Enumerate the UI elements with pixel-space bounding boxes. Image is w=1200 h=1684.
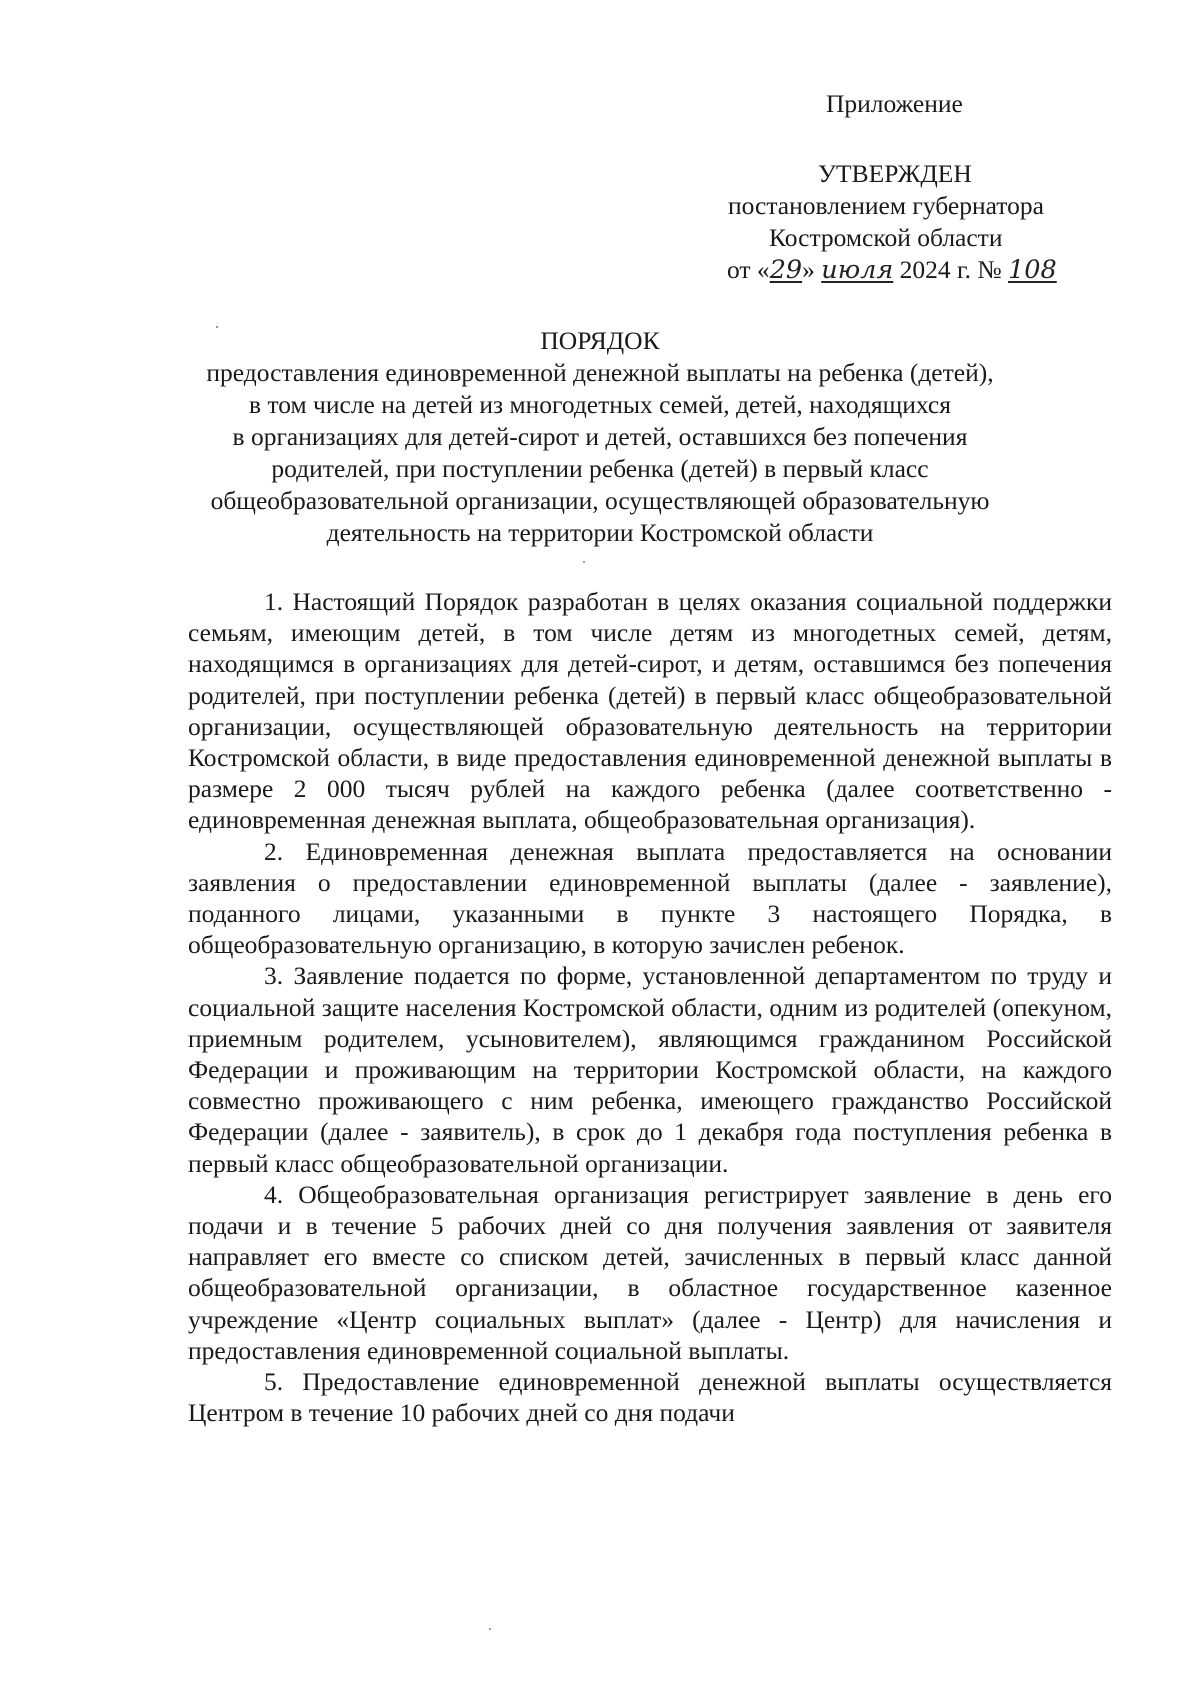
date-month-handwritten: июля [821, 255, 894, 285]
date-year: 2024 г. № [899, 255, 1002, 284]
subtitle-line: родителей, при поступлении ребенка (детей) в первый класс [271, 454, 929, 483]
subtitle-line: в организациях для детей-сирот и детей, оставшихся без попечения [232, 422, 968, 451]
scan-speck [583, 561, 585, 563]
subtitle-line: в том числе на детей из многодетных семей, детей, находящихся [249, 390, 951, 419]
paragraph-3: 3. Заявление подается по форме, установленной департаментом по труду и социальной защите населения Костромской области, одним из родителей (опекуном, приемным родителем, усыновителем), являющимся гражданином Российской Федерации и проживающим на территории Костромской области, на каждого совместно проживающего с ним ребенка, имеющего гражданство Российской Федерации (далее - заявитель), в срок до 1 декабря года поступления ребенка в первый класс общеобразовательной организации. [188, 961, 1112, 1178]
date-prefix: от « [727, 255, 770, 284]
paragraph-4: 4. Общеобразовательная организация регистрирует заявление в день его подачи и в течение 5 рабочих дней со дня получения заявления от заявителя направляет его вместе со списком детей, зачисленных в первый класс данной общеобразовательной организации, в областное государственное казенное учреждение «Центр социальных выплат» (далее - Центр) для начисления и предоставления единовременной социальной выплаты. [188, 1179, 1112, 1365]
paragraph-2: 2. Единовременная денежная выплата предоставляется на основании заявления о предоставлении единовременной выплаты (далее - заявление), поданного лицами, указанными в пункте 3 настоящего Порядка, в общеобразовательную организацию, в которую зачислен ребенок. [188, 836, 1112, 960]
paragraph-5: 5. Предоставление единовременной денежной выплаты осуществляется Центром в течение 10 рабочих дней со дня подачи [188, 1367, 1112, 1428]
decree-line: постановлением губернатора [728, 191, 1044, 220]
document-heading: ПОРЯДОК [540, 326, 660, 355]
subtitle-line: общеобразовательной организации, осуществляющей образовательную [210, 486, 990, 515]
subtitle-line: предоставления единовременной денежной выплаты на ребенка (детей), [206, 358, 994, 387]
scan-speck [489, 1628, 491, 1630]
approved-label: УТВЕРЖДЕН [818, 159, 972, 188]
decree-number-handwritten: 108 [1008, 255, 1057, 285]
date-day-handwritten: 29 [769, 255, 803, 285]
document-body [188, 586, 1112, 1428]
subtitle-line: деятельность на территории Костромской области [326, 518, 874, 547]
appendix-label: Приложение [826, 89, 963, 118]
paragraph-1: 1. Настоящий Порядок разработан в целях оказания социальной поддержки семьям, имеющим детей, в том числе детям из многодетных семей, детям, находящимся в организациях для детей-сирот, и детям, оставшимся без попечения родителей, при поступлении ребенка (детей) в первый класс общеобразовательной организации, осуществляющей образовательную деятельность на территории Костромской области, в виде предоставления единовременной денежной выплаты в размере 2 000 тысяч рублей на каждого ребенка (далее соответственно - единовременная денежная выплата, общеобразовательная организация). [188, 587, 1112, 835]
date-quote-close: » [802, 255, 815, 284]
decree-date-line [727, 254, 1057, 286]
region-line: Костромской области [769, 223, 1003, 252]
scan-speck [216, 326, 218, 328]
